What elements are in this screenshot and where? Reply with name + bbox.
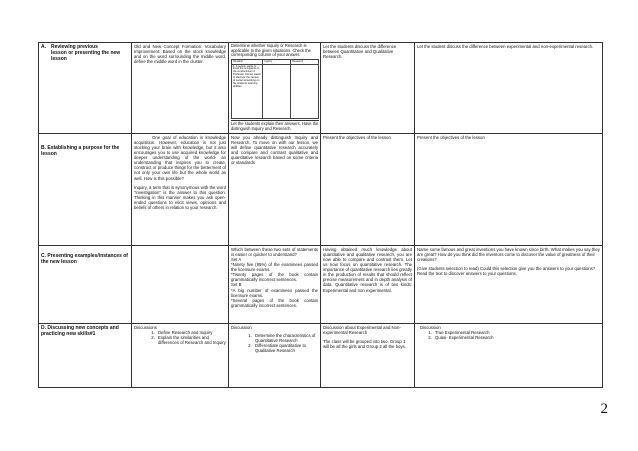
row-c (39, 246, 603, 324)
row-c-day4-p2: (Give students selection to read) Could this selection give you the answers to your questions? Read the text to discover answers to your questions. (417, 266, 596, 277)
row-b-day2: Now you already distinguish Inquiry and Research. To move on with our lesson, we will define quantitative research accurately and compare and contrast qualitative and quantitative research based on some criteria or standards (229, 134, 321, 246)
row-d-day3-p1: Discussion about Experimental and Non- experimental Research (323, 325, 401, 336)
row-d-day2-title: Discussion (231, 325, 252, 330)
row-c-day2-line5: Set B (231, 282, 242, 288)
lesson-plan-table (38, 42, 603, 388)
row-d-day4-item1: 1. True Experimental Research (433, 330, 600, 335)
row-d (39, 324, 603, 388)
row-d-day1-title: Discussions (134, 325, 157, 330)
row-c-day1 (132, 246, 229, 324)
row-a-day3: Let the students discuss the difference between Quantitative and Qualitative Research. (321, 43, 415, 134)
research-header: Research (291, 60, 319, 65)
situation-header: Situation (232, 60, 263, 65)
row-a-day2-intro: Determine whether Inquiry or Research is applicable to the given situations. Check the corresponding column of your answer. (231, 43, 311, 58)
row-c-day2-line2: Set A (231, 257, 242, 263)
row-c-day2-line6: *A big number of examinees passed the licensure exams. (231, 287, 318, 298)
inquiry-answer-cell[interactable] (263, 65, 291, 119)
row-c-day4-p1: Name some famous and great inventions you have known since birth. What makes you say they are great? How do you think did the inventors come to discover the value of greatness of their creations? (417, 247, 600, 263)
row-c-day2-line7: *Several pages of the book contain grammatically incorrect sentences. (231, 297, 318, 308)
row-d-label-cell (39, 324, 132, 388)
row-b-day1-p1: One goal of education is knowledge acquisition. However, education is not just stocking your brain with knowledge, but it also encourages you to use acquired knowledge for deeper understanding of the world- an understanding that inspires you to create, construct or produce things for the betterment of not only your own life but the whole world as well. How is this possible? (134, 135, 226, 181)
row-b-label-cell (39, 134, 132, 246)
row-a-label-line2: lesson or presenting the new (51, 50, 121, 56)
row-c-day2-line4: *Twenty pages of the book contain grammatically incorrect sentences. (231, 272, 318, 283)
row-d-day1 (132, 324, 229, 388)
row-c-day4 (415, 246, 603, 324)
situation-table (231, 59, 319, 119)
row-a-label-cell (39, 43, 132, 134)
row-a-day1: Old and New Concept Formation: Vocabulary Improvement: Based on the stock knowledge and on the word surrounding the middle word, define the middle word in the cluster. (132, 43, 229, 134)
row-c-day2 (229, 246, 321, 324)
row-d-day3-p2: The class will be grouped into two. Group 1 will be all the girls and Group 2 all the boys. (323, 339, 406, 350)
row-d-day1-item1: 1. Define Research and Inquiry (156, 330, 226, 335)
row-b-day1-p2: Inquiry, a term that is synonymous with the word "investigation" is the answer to this question. Thinking in this manner makes you ask open- ended questions to elicit views, opinions and beliefs of others in relation to your research. (134, 184, 226, 210)
row-a (39, 43, 603, 134)
row-c-day3: Having obtained much knowledge about quantitative and qualitative research, you are now able to compare and contrast them. Let us now focus on quantitative research. The importance of quantitative research lies greatly in the production of results that should reflect precise measurement and in depth analysis of data. Quantitative research is of two kinds: Experimental and non experimental. (321, 246, 415, 324)
row-b-day3: Present the objectives of the lesson (321, 134, 415, 246)
row-c-day2-line1: Which between these two sets of statements is easier or quicker to understand? (231, 247, 318, 258)
row-c-day2-line3: *Ninety five (95%) of the examinees passed the licensure exams. (231, 262, 318, 273)
row-a-day2 (229, 43, 321, 134)
row-d-label: D. Discussing new concepts and practicing new skills#1 (41, 325, 119, 337)
row-b-label: B. Establishing a purpose for the lesson (41, 145, 120, 157)
row-a-label-line3: lesson (51, 56, 67, 62)
row-d-day4-title: Discussion (420, 325, 441, 330)
row-a-day4: Let the student discuss the difference between experimental and non-experimental research. (415, 43, 603, 134)
row-d-day2 (229, 324, 321, 388)
row-b (39, 134, 603, 246)
row-c-label: C. Presenting examples/instances of the new lesson (41, 253, 128, 265)
row-d-day3 (321, 324, 415, 388)
row-a-label-line1: Reviewing previous (51, 44, 98, 50)
row-d-day2-item1: 1. Determine the characteristics of Quantitative Research (253, 333, 318, 343)
page-number: 2 (600, 401, 608, 417)
row-a-number: A. (41, 44, 46, 50)
row-b-day1 (132, 134, 229, 246)
inquiry-header: Inquiry (263, 60, 291, 65)
row-d-day4 (415, 324, 603, 388)
row-d-day2-item2: 2. Differentiate quantitative to Qualitative Research (253, 343, 318, 353)
row-b-day4: Present the objectives of the lesson (415, 134, 603, 246)
row-a-day2-after: Let the students explain their answers. Have the distinguish Inquiry and Research. (231, 121, 319, 131)
row-d-day1-item2: 2. Explain the similarities and differences of Research and Inquiry (156, 335, 226, 345)
row-d-day4-item2: 2. Quasi- Experimental Research (433, 335, 600, 340)
research-answer-cell[interactable] (291, 65, 319, 119)
row-c-label-cell (39, 246, 132, 324)
situation-list: 1. A person wants to know the occupants of the condominium 2. Professor Gomez wants to discover the causes of social networking on his students' learning abilities (232, 65, 263, 119)
